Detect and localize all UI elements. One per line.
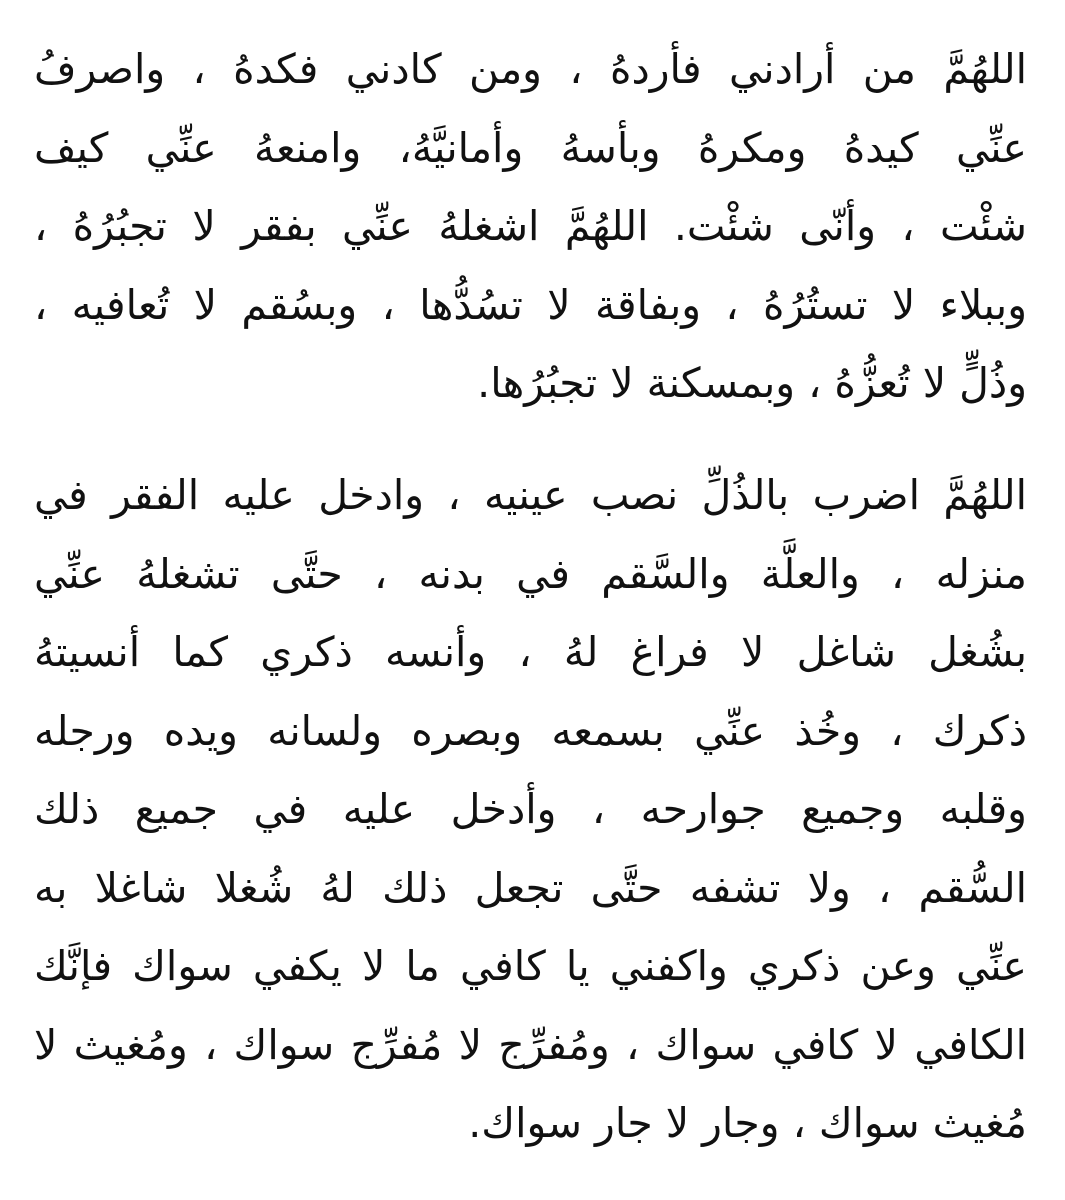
text-line: وببلاء لا تستُرُهُ ، وبفاقة لا تسُدُّها ، وبسُقم لا تُعافيه ، <box>34 280 1027 329</box>
text-line: السُّقم ، ولا تشفه حتَّى تجعل ذلك لهُ شُغلا شاغلا به <box>34 863 1027 912</box>
text-line: عنِّي وعن ذكري واكفني يا كافي ما لا يكفي سواك فإنَّك <box>34 942 1027 990</box>
text-line: شئْت ، وأنّى شئْت. اللهُمَّ اشغلهُ عنِّي بفقر لا تجبُرُهُ ، <box>34 202 1027 250</box>
text-line: بشُغل شاغل لا فراغ لهُ ، وأنسه ذكري كما أنسيتهُ <box>34 628 1027 676</box>
text-line: الكافي لا كافي سواك ، ومُفرِّج لا مُفرِّج سواك ، ومُغيث لا <box>34 1020 1027 1069</box>
text-line: ذكرك ، وخُذ عنِّي بسمعه وبصره ولسانه ويده ورجله <box>34 706 1027 755</box>
paragraph-2 <box>34 456 1027 1163</box>
text-line: عنِّي كيدهُ ومكرهُ وبأسهُ وأمانيَّهُ، وامنعهُ عنِّي كيف <box>34 123 1027 172</box>
text-line: وذُلٍّ لا تُعزُّهُ ، وبمسكنة لا تجبُرُها. <box>477 359 1027 407</box>
text-line: وقلبه وجميع جوارحه ، وأدخل عليه في جميع ذلك <box>34 785 1027 833</box>
text-line: منزله ، والعلَّة والسَّقم في بدنه ، حتَّى تشغلهُ عنِّي <box>34 549 1027 598</box>
paragraph-1 <box>34 30 1027 423</box>
text-line: اللهُمَّ اضرب بالذُلِّ نصب عينيه ، وادخل عليه الفقر في <box>34 471 1027 519</box>
text-line: اللهُمَّ من أرادني فأردهُ ، ومن كادني فكدهُ ، واصرفُ <box>34 45 1027 93</box>
text-line: مُغيث سواك ، وجار لا جار سواك. <box>468 1099 1027 1147</box>
